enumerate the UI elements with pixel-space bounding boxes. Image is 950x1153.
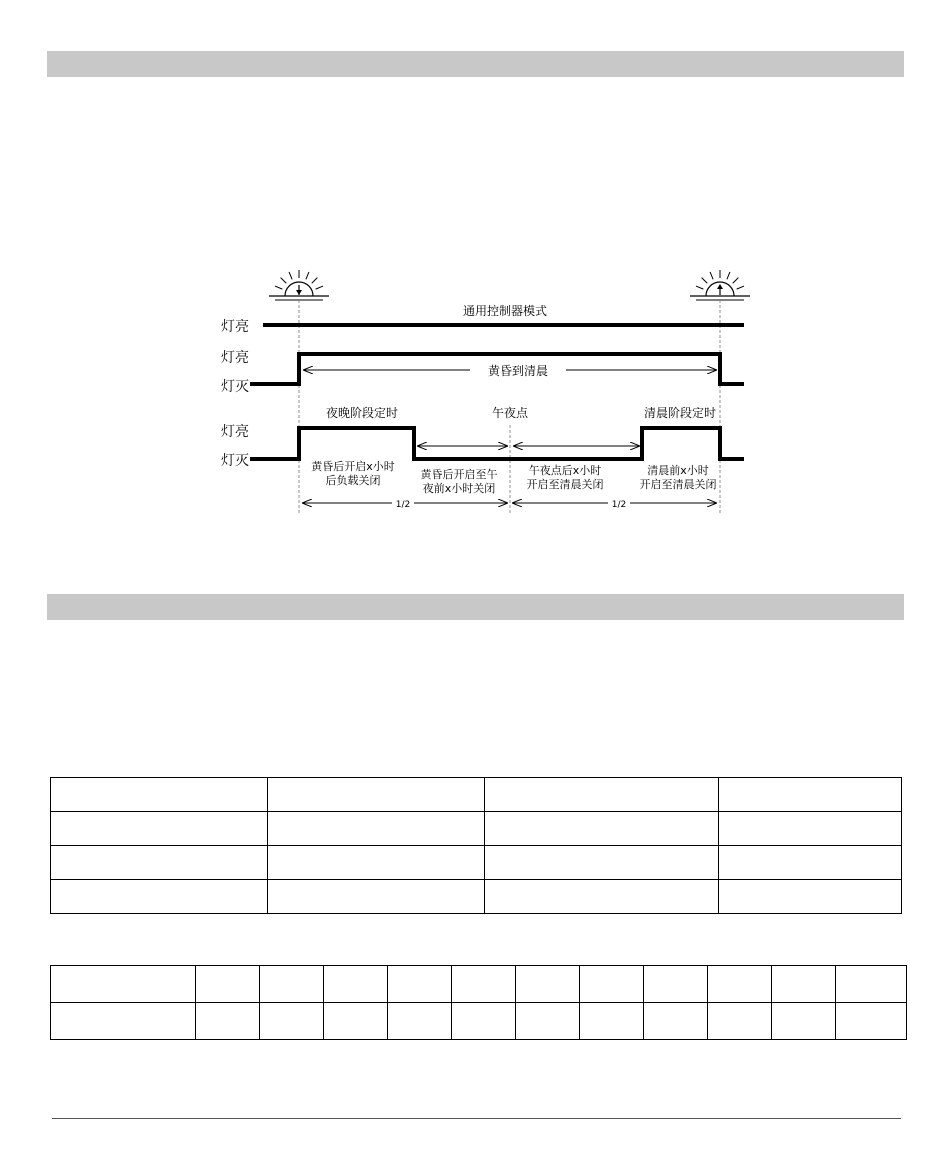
table-cell bbox=[644, 1003, 708, 1040]
row3-on-label: 灯亮 bbox=[221, 424, 249, 440]
table-cell bbox=[580, 966, 644, 1003]
table-cell bbox=[644, 966, 708, 1003]
table-cell bbox=[268, 812, 485, 846]
table-cell bbox=[719, 846, 902, 880]
table-cell bbox=[268, 778, 485, 812]
table-cell bbox=[772, 966, 836, 1003]
table-cell bbox=[268, 880, 485, 914]
parameter-table bbox=[50, 777, 902, 914]
table-cell bbox=[51, 812, 268, 846]
table-cell bbox=[324, 1003, 388, 1040]
table-cell bbox=[719, 778, 902, 812]
sunrise-icon bbox=[690, 270, 750, 300]
table-cell bbox=[388, 1003, 452, 1040]
midnight-label: 午夜点 bbox=[491, 406, 529, 420]
table-row bbox=[51, 846, 902, 880]
seg3-desc-line2: 开启至清晨关闭 bbox=[526, 478, 604, 491]
table-cell bbox=[196, 966, 260, 1003]
row2-off-label: 灯灭 bbox=[221, 379, 249, 395]
table-cell bbox=[51, 846, 268, 880]
timing-diagram bbox=[0, 0, 950, 560]
table-cell bbox=[772, 1003, 836, 1040]
table-cell bbox=[708, 1003, 772, 1040]
timed-waveform bbox=[250, 428, 744, 459]
table-row bbox=[51, 880, 902, 914]
row3-off-label: 灯灭 bbox=[221, 453, 249, 469]
row1-on-label: 灯亮 bbox=[221, 319, 249, 335]
first-half-label: 1/2 bbox=[395, 500, 411, 510]
table-cell bbox=[836, 966, 907, 1003]
table-cell bbox=[708, 966, 772, 1003]
table-cell bbox=[268, 846, 485, 880]
table-cell bbox=[452, 1003, 516, 1040]
night-segment-label: 夜晚阶段定时 bbox=[325, 406, 399, 420]
morning-segment-label: 清晨阶段定时 bbox=[643, 406, 717, 420]
table-cell bbox=[196, 1003, 260, 1040]
seg4-desc-line1: 清晨前x小时 bbox=[647, 464, 709, 477]
table-cell bbox=[516, 1003, 580, 1040]
table-cell bbox=[719, 880, 902, 914]
table-cell bbox=[260, 966, 324, 1003]
seg1-desc-line2: 后负载关闭 bbox=[325, 474, 381, 487]
table-cell bbox=[260, 1003, 324, 1040]
table-cell bbox=[516, 966, 580, 1003]
seg2-desc-line2: 夜前x小时关闭 bbox=[422, 482, 496, 495]
table-cell bbox=[51, 880, 268, 914]
section-header-bar-2 bbox=[47, 594, 904, 620]
table-row bbox=[51, 966, 907, 1003]
table-cell bbox=[485, 880, 719, 914]
footer-rule bbox=[52, 1118, 901, 1119]
seg4-desc-line2: 开启至清晨关闭 bbox=[639, 478, 717, 491]
timing-table bbox=[50, 965, 907, 1040]
table-row bbox=[51, 1003, 907, 1040]
table-cell bbox=[485, 812, 719, 846]
table-cell bbox=[719, 812, 902, 846]
table-cell bbox=[485, 778, 719, 812]
row2-on-label: 灯亮 bbox=[221, 350, 249, 366]
seg3-desc-line1: 午夜点后x小时 bbox=[528, 464, 602, 477]
table-cell bbox=[324, 966, 388, 1003]
table-cell bbox=[51, 1003, 196, 1040]
general-mode-label: 通用控制器模式 bbox=[462, 304, 548, 318]
table-cell bbox=[51, 966, 196, 1003]
table-cell bbox=[51, 778, 268, 812]
second-half-label: 1/2 bbox=[611, 500, 627, 510]
table-cell bbox=[836, 1003, 907, 1040]
table-cell bbox=[388, 966, 452, 1003]
seg1-desc-line1: 黄昏后开启x小时 bbox=[311, 460, 395, 473]
table-cell bbox=[485, 846, 719, 880]
sunset-icon bbox=[269, 270, 329, 300]
dusk-to-dawn-label: 黄昏到清晨 bbox=[487, 364, 549, 378]
seg2-desc-line1: 黄昏后开启至午 bbox=[420, 468, 498, 481]
table-cell bbox=[580, 1003, 644, 1040]
table-cell bbox=[452, 966, 516, 1003]
table-row bbox=[51, 778, 902, 812]
table-row bbox=[51, 812, 902, 846]
